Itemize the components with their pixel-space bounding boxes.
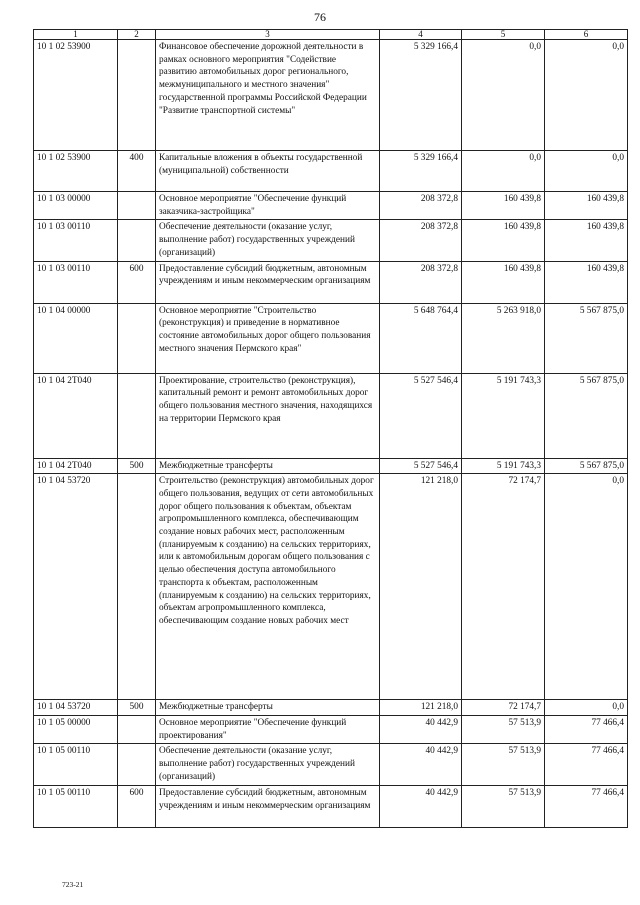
page-number: 76 <box>314 10 326 24</box>
table-row <box>34 192 628 220</box>
row-type <box>118 744 156 786</box>
row-name: Предоставление субсидий бюджетным, автономным учреждениям и иным некоммерческим организациям <box>156 786 380 828</box>
row-value-4: 5 648 764,4 <box>380 303 462 373</box>
row-value-4: 5 329 166,4 <box>380 40 462 151</box>
budget-table <box>33 29 628 828</box>
row-value-5: 5 191 743,3 <box>462 373 545 458</box>
col-header-6: 6 <box>545 30 628 40</box>
row-code: 10 1 05 00110 <box>34 744 118 786</box>
footer-document-code: 723-21 <box>62 880 84 889</box>
table-row <box>34 786 628 828</box>
table-row <box>34 715 628 743</box>
row-type: 600 <box>118 261 156 303</box>
row-value-5: 5 263 918,0 <box>462 303 545 373</box>
table-row <box>34 700 628 716</box>
table-row <box>34 40 628 151</box>
row-type <box>118 715 156 743</box>
row-name: Проектирование, строительство (реконструкция), капитальный ремонт и ремонт автомобильных дорог общего пользования местного значения, находящихся на территории Пермского края <box>156 373 380 458</box>
row-value-6: 77 466,4 <box>545 786 628 828</box>
row-value-6: 77 466,4 <box>545 715 628 743</box>
row-code: 10 1 03 00110 <box>34 220 118 261</box>
row-value-5: 0,0 <box>462 40 545 151</box>
row-code: 10 1 04 2Т040 <box>34 458 118 474</box>
row-value-4: 208 372,8 <box>380 220 462 261</box>
row-name: Основное мероприятие "Обеспечение функций проектирования" <box>156 715 380 743</box>
table-row <box>34 220 628 261</box>
row-name: Финансовое обеспечение дорожной деятельности в рамках основного мероприятия "Содействие развитию автомобильных дорог регионального, межмуниципального и местного значения" государственной программы Российской Федерации "Развитие транспортной системы" <box>156 40 380 151</box>
row-name: Предоставление субсидий бюджетным, автономным учреждениям и иным некоммерческим организациям <box>156 261 380 303</box>
row-code: 10 1 04 53720 <box>34 700 118 716</box>
row-name: Обеспечение деятельности (оказание услуг, выполнение работ) государственных учреждений (организаций) <box>156 744 380 786</box>
row-code: 10 1 02 53900 <box>34 40 118 151</box>
row-value-6: 0,0 <box>545 40 628 151</box>
row-value-6: 77 466,4 <box>545 744 628 786</box>
row-name: Межбюджетные трансферты <box>156 458 380 474</box>
table-row <box>34 474 628 700</box>
row-type <box>118 474 156 700</box>
row-type <box>118 220 156 261</box>
row-value-5: 72 174,7 <box>462 700 545 716</box>
table-row <box>34 261 628 303</box>
table-row <box>34 373 628 458</box>
col-header-4: 4 <box>380 30 462 40</box>
row-value-5: 160 439,8 <box>462 220 545 261</box>
row-value-5: 72 174,7 <box>462 474 545 700</box>
row-value-6: 160 439,8 <box>545 192 628 220</box>
row-type <box>118 373 156 458</box>
row-value-6: 0,0 <box>545 700 628 716</box>
table-row <box>34 303 628 373</box>
row-value-6: 5 567 875,0 <box>545 373 628 458</box>
row-value-6: 0,0 <box>545 151 628 192</box>
row-value-4: 121 218,0 <box>380 474 462 700</box>
row-name: Строительство (реконструкция) автомобильных дорог общего пользования, ведущих от сети автомобильных дорог общего пользования к объектам, объектам агропромышленного комплекса, обеспечивающим создание новых рабочих мест, расположенным (планируемым к созданию) на сельских территориях, или к автомобильным дорогам общего пользования с целью обеспечения доступа автомобильного транспорта к объектам, расположенным (планируемым к созданию) на сельских территориях, объектам агропромышленного комплекса, обеспечивающим создание новых рабочих мест <box>156 474 380 700</box>
row-value-4: 40 442,9 <box>380 744 462 786</box>
row-code: 10 1 04 53720 <box>34 474 118 700</box>
row-value-5: 57 513,9 <box>462 715 545 743</box>
row-type <box>118 192 156 220</box>
col-header-3: 3 <box>156 30 380 40</box>
row-code: 10 1 03 00000 <box>34 192 118 220</box>
row-name: Капитальные вложения в объекты государственной (муниципальной) собственности <box>156 151 380 192</box>
row-value-6: 5 567 875,0 <box>545 303 628 373</box>
table-row <box>34 151 628 192</box>
row-name: Основное мероприятие "Строительство (реконструкция) и приведение в нормативное состояние автомобильных дорог общего пользования местного значения Пермского края" <box>156 303 380 373</box>
row-value-4: 5 527 546,4 <box>380 458 462 474</box>
row-code: 10 1 04 2Т040 <box>34 373 118 458</box>
row-value-5: 160 439,8 <box>462 192 545 220</box>
row-type: 400 <box>118 151 156 192</box>
row-value-4: 208 372,8 <box>380 261 462 303</box>
row-value-5: 5 191 743,3 <box>462 458 545 474</box>
row-code: 10 1 02 53900 <box>34 151 118 192</box>
row-code: 10 1 03 00110 <box>34 261 118 303</box>
col-header-2: 2 <box>118 30 156 40</box>
row-value-4: 40 442,9 <box>380 786 462 828</box>
row-value-4: 121 218,0 <box>380 700 462 716</box>
row-value-5: 0,0 <box>462 151 545 192</box>
row-type: 500 <box>118 700 156 716</box>
header-row <box>34 30 628 40</box>
row-value-6: 0,0 <box>545 474 628 700</box>
row-value-5: 160 439,8 <box>462 261 545 303</box>
table-row <box>34 744 628 786</box>
row-code: 10 1 05 00110 <box>34 786 118 828</box>
row-value-4: 5 527 546,4 <box>380 373 462 458</box>
row-type <box>118 303 156 373</box>
row-value-4: 208 372,8 <box>380 192 462 220</box>
row-code: 10 1 05 00000 <box>34 715 118 743</box>
row-code: 10 1 04 00000 <box>34 303 118 373</box>
row-name: Обеспечение деятельности (оказание услуг, выполнение работ) государственных учреждений (организаций) <box>156 220 380 261</box>
row-value-6: 160 439,8 <box>545 220 628 261</box>
col-header-5: 5 <box>462 30 545 40</box>
row-name: Межбюджетные трансферты <box>156 700 380 716</box>
row-value-6: 160 439,8 <box>545 261 628 303</box>
row-value-4: 40 442,9 <box>380 715 462 743</box>
table-row <box>34 458 628 474</box>
row-value-5: 57 513,9 <box>462 786 545 828</box>
row-name: Основное мероприятие "Обеспечение функций заказчика-застройщика" <box>156 192 380 220</box>
row-value-6: 5 567 875,0 <box>545 458 628 474</box>
row-type <box>118 40 156 151</box>
row-type: 500 <box>118 458 156 474</box>
row-type: 600 <box>118 786 156 828</box>
row-value-4: 5 329 166,4 <box>380 151 462 192</box>
row-value-5: 57 513,9 <box>462 744 545 786</box>
col-header-1: 1 <box>34 30 118 40</box>
